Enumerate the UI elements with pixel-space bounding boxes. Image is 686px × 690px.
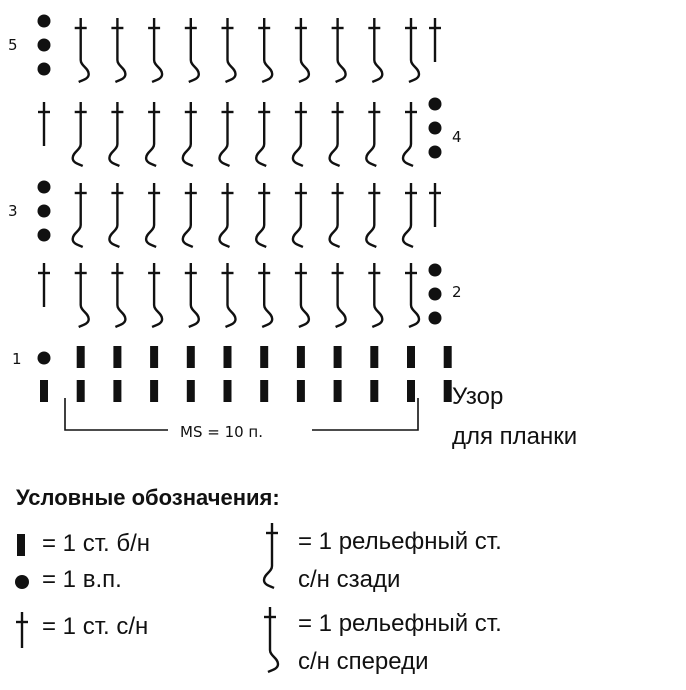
row-label-1: 1	[12, 350, 22, 368]
back-post-double-crochet-symbol	[293, 183, 307, 247]
back-post-double-crochet-symbol	[109, 102, 123, 166]
back-post-double-crochet-symbol	[183, 102, 197, 166]
single-crochet-symbol	[150, 346, 158, 368]
legend-front-post-line2: с/н спереди	[298, 648, 429, 675]
chain-stitch-symbol	[429, 312, 442, 325]
legend-front-post-line1: = 1 рельефный ст.	[298, 610, 502, 637]
single-crochet-symbol	[187, 346, 195, 368]
legend-double-crochet: = 1 ст. с/н	[42, 613, 149, 640]
back-post-double-crochet-icon	[258, 520, 286, 592]
front-post-double-crochet-symbol	[185, 18, 199, 82]
single-crochet-symbol	[370, 380, 378, 402]
chain-stitch-symbol	[429, 264, 442, 277]
front-post-double-crochet-symbol	[405, 18, 419, 82]
front-post-double-crochet-symbol	[332, 263, 346, 327]
single-crochet-symbol	[297, 346, 305, 368]
chain-stitch-symbol	[38, 205, 51, 218]
legend-title: Условные обозначения:	[16, 485, 280, 510]
back-post-double-crochet-symbol	[109, 183, 123, 247]
single-crochet-symbol	[113, 346, 121, 368]
back-post-double-crochet-symbol	[366, 183, 380, 247]
back-post-double-crochet-symbol	[146, 183, 160, 247]
back-post-double-crochet-symbol	[256, 102, 270, 166]
single-crochet-symbol	[150, 380, 158, 402]
legend-back-post-line1: = 1 рельефный ст.	[298, 528, 502, 555]
single-crochet-symbol	[370, 346, 378, 368]
front-post-double-crochet-symbol	[295, 263, 309, 327]
single-crochet-symbol	[334, 346, 342, 368]
single-crochet-symbol	[77, 346, 85, 368]
chain-stitch-symbol	[429, 122, 442, 135]
back-post-double-crochet-symbol	[330, 102, 344, 166]
double-crochet-symbol	[429, 183, 441, 227]
single-crochet-symbol	[224, 346, 232, 368]
row-label-2: 2	[452, 283, 462, 301]
front-post-double-crochet-symbol	[75, 18, 89, 82]
front-post-double-crochet-symbol	[258, 263, 272, 327]
back-post-double-crochet-symbol	[220, 183, 234, 247]
chain-stitch-symbol	[38, 181, 51, 194]
chain-stitch-symbol	[38, 63, 51, 76]
single-crochet-icon	[14, 532, 28, 558]
chain-stitch-icon	[12, 572, 32, 592]
single-crochet-symbol	[224, 380, 232, 402]
repeat-bracket-right	[312, 398, 418, 430]
single-crochet-symbol	[77, 380, 85, 402]
front-post-double-crochet-symbol	[295, 18, 309, 82]
back-post-double-crochet-symbol	[403, 102, 417, 166]
front-post-double-crochet-symbol	[111, 18, 125, 82]
front-post-double-crochet-icon	[256, 604, 284, 676]
row-label-4: 4	[452, 128, 462, 146]
back-post-double-crochet-symbol	[73, 102, 87, 166]
back-post-double-crochet-symbol	[220, 102, 234, 166]
repeat-label: MS = 10 п.	[176, 425, 267, 440]
chain-stitch-symbol	[38, 15, 51, 28]
chain-stitch-symbol	[429, 288, 442, 301]
row-label-3: 3	[8, 202, 18, 220]
front-post-double-crochet-symbol	[332, 18, 346, 82]
back-post-double-crochet-symbol	[146, 102, 160, 166]
legend-back-post-line2: с/н сзади	[298, 566, 401, 593]
repeat-bracket-left	[65, 398, 168, 430]
back-post-double-crochet-symbol	[366, 102, 380, 166]
single-crochet-symbol	[444, 346, 452, 368]
chain-stitch-symbol	[38, 229, 51, 242]
single-crochet-symbol	[40, 380, 48, 402]
single-crochet-symbol	[113, 380, 121, 402]
front-post-double-crochet-symbol	[405, 263, 419, 327]
back-post-double-crochet-symbol	[330, 183, 344, 247]
front-post-double-crochet-symbol	[75, 263, 89, 327]
double-crochet-symbol	[38, 102, 50, 146]
double-crochet-icon	[12, 610, 32, 650]
single-crochet-symbol	[260, 380, 268, 402]
single-crochet-symbol	[187, 380, 195, 402]
legend-single-crochet: = 1 ст. б/н	[42, 530, 151, 557]
chain-stitch-symbol	[38, 352, 51, 365]
back-post-double-crochet-symbol	[403, 183, 417, 247]
double-crochet-symbol	[38, 263, 50, 307]
single-crochet-symbol	[260, 346, 268, 368]
single-crochet-symbol	[334, 380, 342, 402]
single-crochet-symbol	[444, 380, 452, 402]
front-post-double-crochet-symbol	[148, 263, 162, 327]
back-post-double-crochet-symbol	[73, 183, 87, 247]
double-crochet-symbol	[429, 18, 441, 62]
back-post-double-crochet-symbol	[183, 183, 197, 247]
row-label-5: 5	[8, 36, 18, 54]
chain-stitch-symbol	[38, 39, 51, 52]
front-post-double-crochet-symbol	[148, 18, 162, 82]
front-post-double-crochet-symbol	[185, 263, 199, 327]
front-post-double-crochet-symbol	[368, 18, 382, 82]
chain-stitch-symbol	[429, 98, 442, 111]
single-crochet-symbol	[297, 380, 305, 402]
front-post-double-crochet-symbol	[111, 263, 125, 327]
back-post-double-crochet-symbol	[293, 102, 307, 166]
single-crochet-symbol	[407, 346, 415, 368]
front-post-double-crochet-symbol	[222, 263, 236, 327]
single-crochet-symbol	[407, 380, 415, 402]
front-post-double-crochet-symbol	[258, 18, 272, 82]
legend-chain-stitch: = 1 в.п.	[42, 566, 122, 593]
chain-stitch-symbol	[429, 146, 442, 159]
back-post-double-crochet-symbol	[256, 183, 270, 247]
pattern-title-line1: Узор	[452, 383, 504, 410]
front-post-double-crochet-symbol	[222, 18, 236, 82]
pattern-title-line2: для планки	[452, 423, 578, 450]
front-post-double-crochet-symbol	[368, 263, 382, 327]
